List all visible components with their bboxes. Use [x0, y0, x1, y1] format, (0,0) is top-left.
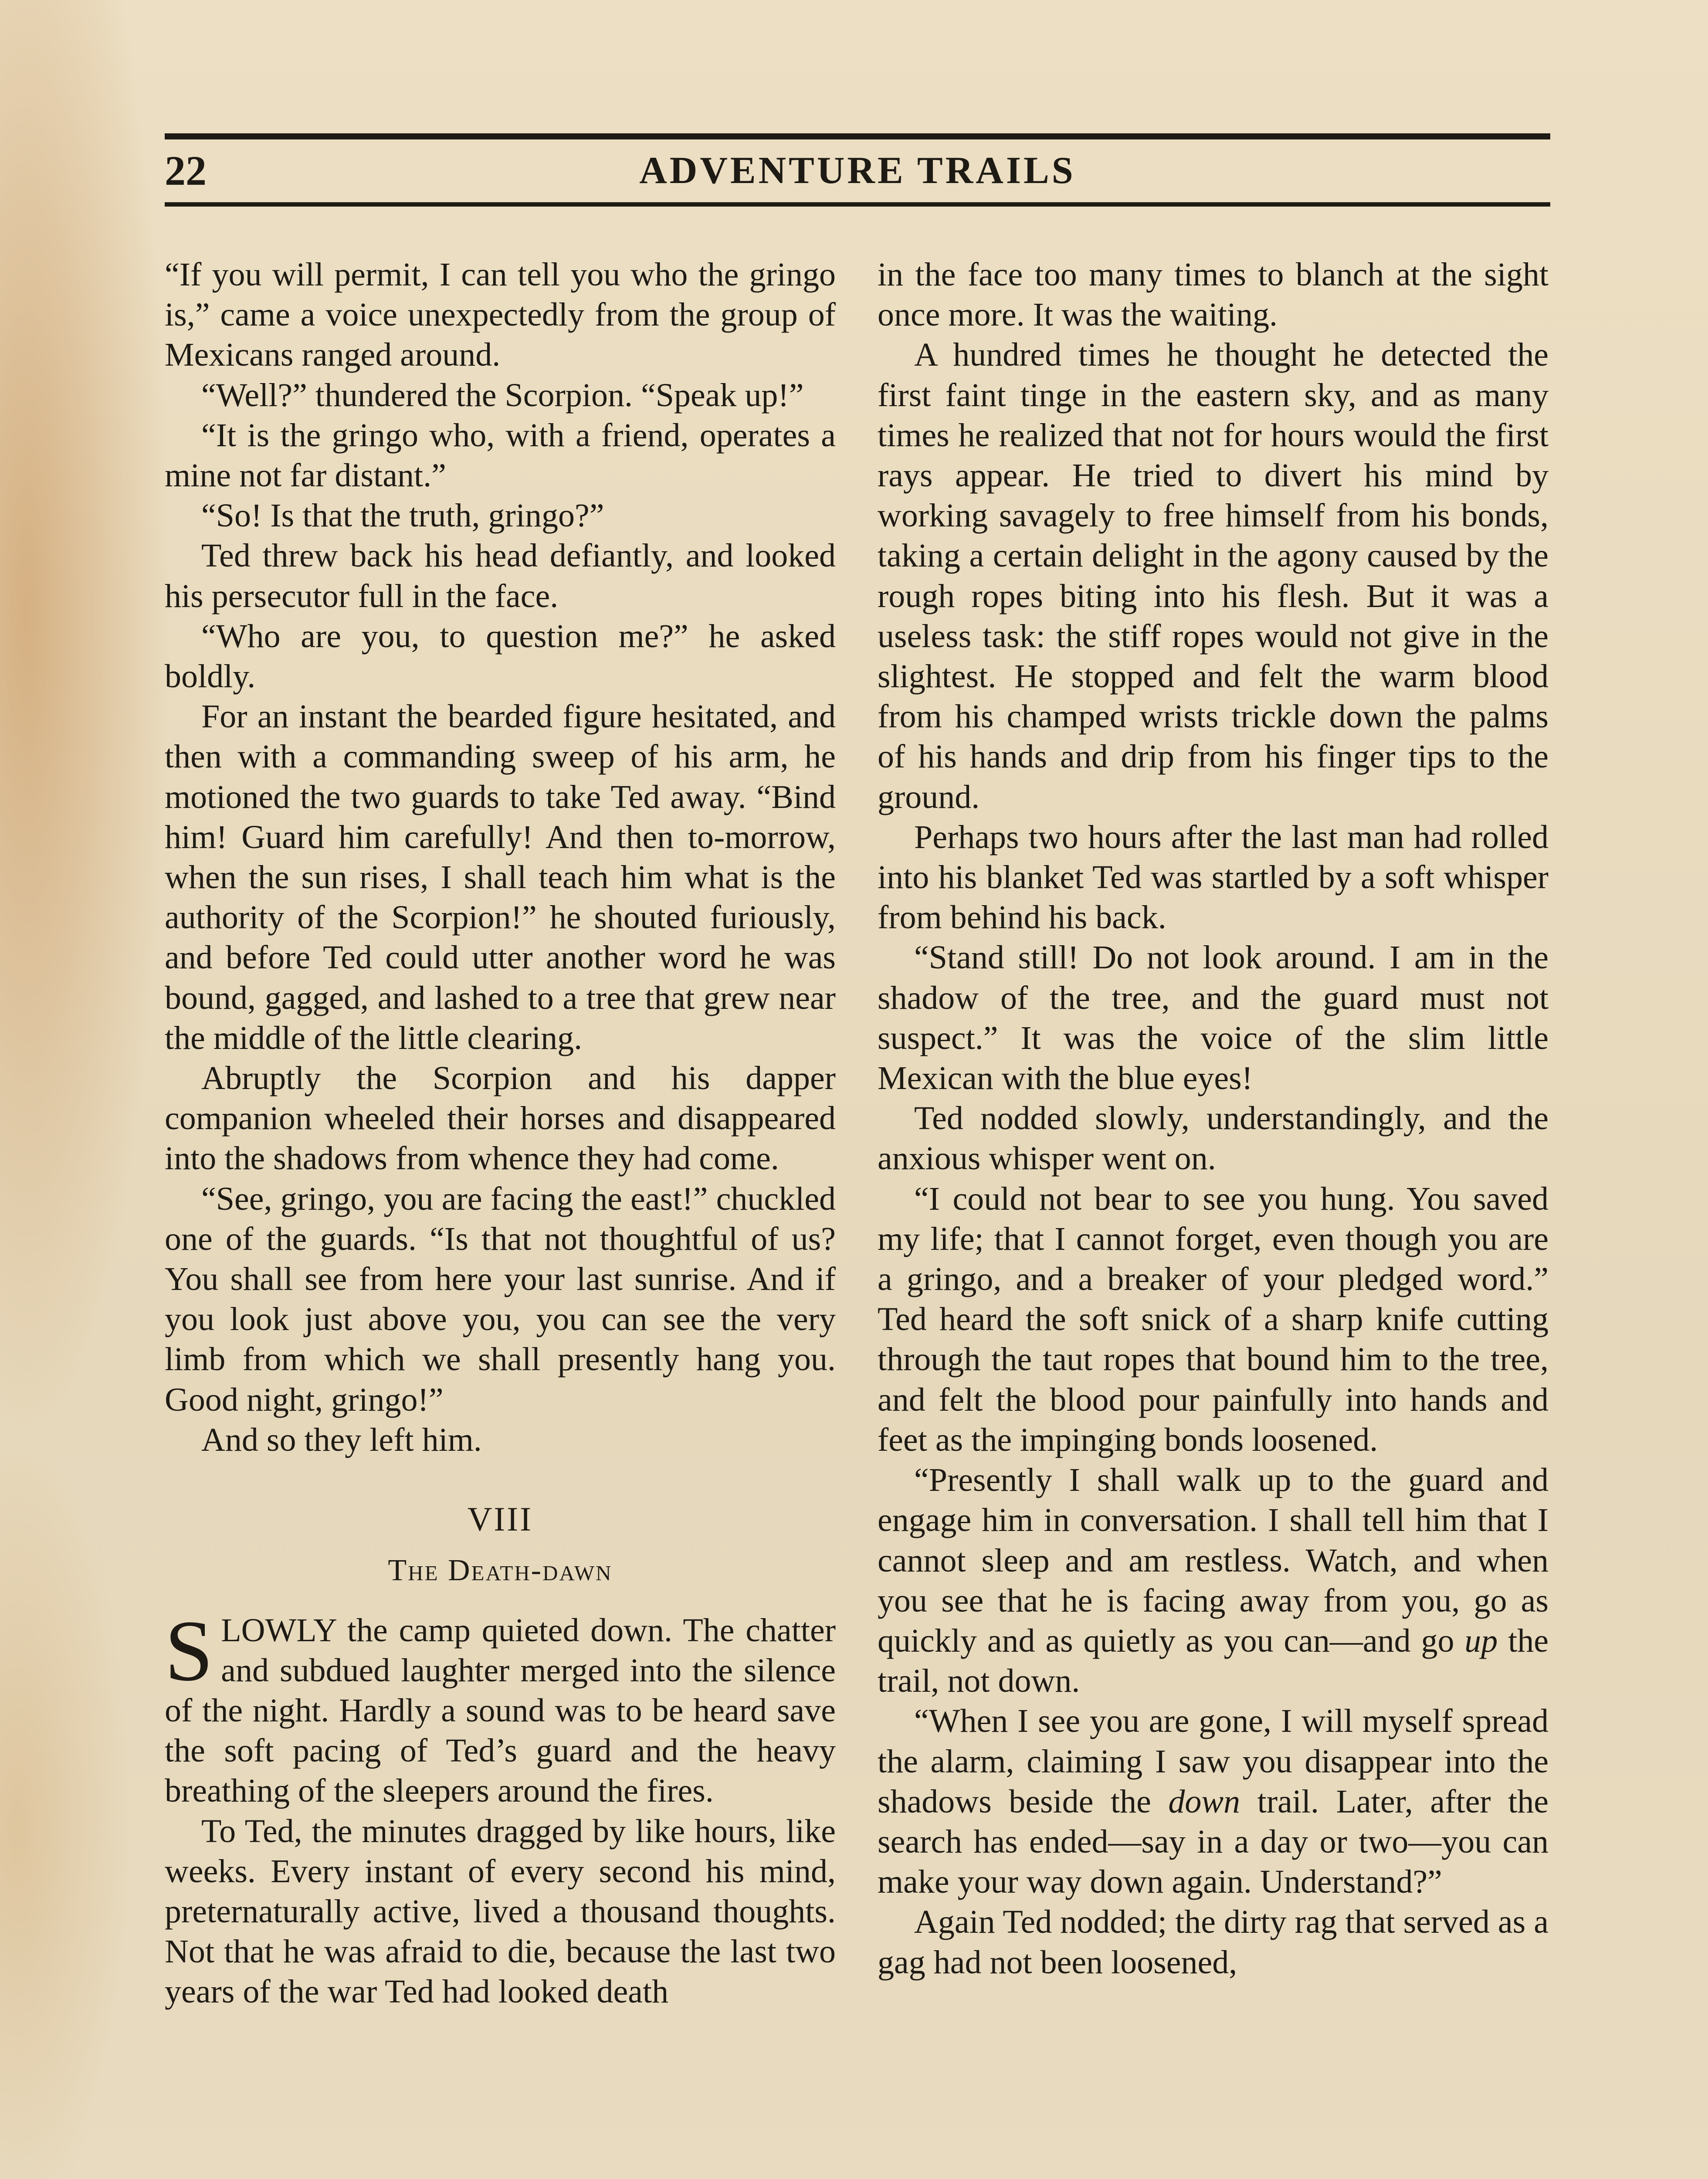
text-run: “When I see you are gone, I will myself spread the alarm, claiming I saw you disappear into the shadows beside the — [878, 1703, 1549, 1820]
emphasis: up — [1464, 1622, 1498, 1659]
running-head: ADVENTURE TRAILS — [639, 149, 1076, 192]
paragraph: Ted nodded slowly, understandingly, and the anxious whisper went on. — [878, 1100, 1549, 1177]
chapter-title: The Death-dawn — [388, 1554, 613, 1588]
paragraph: “I could not bear to see you hung. You saved my life; that I cannot forget, even though you are a gringo, and a breaker of your pledged word.” Ted heard the soft snick of a sharp knife cutting through the taut ropes that bound him to the tree, and felt the blood pour painfully into hands and feet as the impinging bonds loosened. — [878, 1180, 1549, 1458]
paragraph: “Well?” thundered the Scorpion. “Speak up!” — [201, 377, 804, 414]
chapter-opening-paragraph — [165, 1602, 836, 1811]
drop-cap: S — [165, 1602, 214, 1699]
paragraph: in the face too many times to blanch at the sight once more. It was the waiting. — [878, 256, 1549, 333]
paragraph: And so they left him. — [201, 1421, 482, 1458]
text-run: the trail, not down. — [878, 1622, 1549, 1700]
paragraph: “Who are you, to question me?” he asked boldly. — [165, 618, 836, 695]
paragraph — [878, 1460, 1549, 1701]
emphasis: down — [1168, 1783, 1240, 1820]
text-run: trail. Later, after the search has ended—say in a day or two—you can make your way down again. Understand?” — [878, 1783, 1549, 1901]
paragraph: “If you will permit, I can tell you who the gringo is,” came a voice unexpectedly from the group of Mexicans ranged around. — [165, 256, 836, 373]
paragraph: Again Ted nodded; the dirty rag that served as a gag had not been loosened, — [878, 1904, 1549, 1981]
paragraph: “So! Is that the truth, gringo?” — [201, 497, 604, 534]
page-number: 22 — [165, 147, 207, 194]
paragraph: “It is the gringo who, with a friend, operates a mine not far distant.” — [165, 417, 836, 494]
paragraph: A hundred times he thought he detected the first faint tinge in the eastern sky, and as many times he realized that not for hours would the first rays appear. He tried to divert his mind by working savagely to free himself from his bonds, taking a certain delight in the agony caused by the rough ropes biting into his flesh. But it was a useless task: the stiff ropes would not give in the slightest. He stopped and felt the warm blood from his champed wrists trickle down the palms of his hands and drip from his finger tips to the ground. — [878, 336, 1549, 815]
right-column — [878, 255, 1549, 1982]
paragraph: To Ted, the minutes dragged by like hours, like weeks. Every instant of every second his mind, preternaturally active, lived a thousand thoughts. Not that he was afraid to die, because the last two years of the war Ted had looked death — [165, 1812, 836, 2010]
paragraph: For an instant the bearded figure hesitated, and then with a commanding sweep of his arm, he motioned the two guards to take Ted away. “Bind him! Guard him carefully! And then to-morrow, when the sun rises, I shall teach him what is the authority of the Scorpion!” he shouted furiously, and before Ted could utter another word he was bound, gagged, and lashed to a tree that grew near the middle of the little clearing. — [165, 698, 836, 1056]
header-rule-bottom — [165, 202, 1550, 207]
paragraph: “See, gringo, you are facing the east!” chuckled one of the guards. “Is that not thoughtful of us? You shall see from here your last sunrise. And if you look just above you, you can see the very limb from which we shall presently hang you. Good night, gringo!” — [165, 1180, 836, 1418]
paragraph — [878, 1701, 1549, 1902]
chapter-number: VIII — [467, 1500, 533, 1538]
text-run: “Presently I shall walk up to the guard and engage him in conversation. I shall tell him that I cannot sleep and am restless. Watch, and when you see that he is facing away from you, go as quickly and as quietly as you can—and go — [878, 1462, 1549, 1659]
paragraph: Perhaps two hours after the last man had rolled into his blanket Ted was startled by a soft whisper from behind his back. — [878, 818, 1549, 936]
paragraph: Ted threw back his head defiantly, and looked his persecutor full in the face. — [165, 537, 836, 614]
left-column — [165, 255, 836, 2012]
paragraph: Abruptly the Scorpion and his dapper companion wheeled their horses and disappeared into the shadows from whence they had come. — [165, 1060, 836, 1177]
opening-text: LOWLY the camp quieted down. The chatter and subdued laughter merged into the silence of the night. Hardly a sound was to be heard save the soft pacing of Ted’s guard and the heavy breathing of the sleepers around the fires. — [165, 1612, 836, 1809]
header-rule-top — [165, 133, 1550, 139]
paragraph: “Stand still! Do not look around. I am in the shadow of the tree, and the guard must not suspect.” It was the voice of the slim little Mexican with the blue eyes! — [878, 939, 1549, 1097]
